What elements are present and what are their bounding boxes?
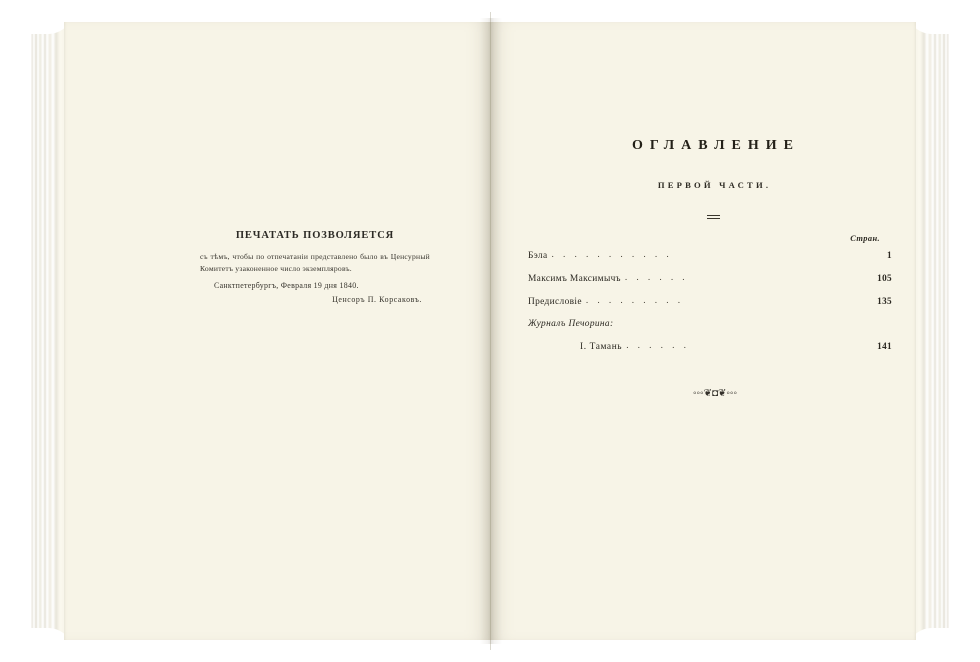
toc-title: ОГЛАВЛЕНИЕ (632, 138, 800, 153)
toc-bottom-ornament: ◦◦◦❦◘❦◦◦◦ (692, 388, 738, 399)
right-page-edge-stack (912, 8, 952, 654)
table-of-contents (528, 138, 898, 399)
place-and-date-line: Санктпетербургъ, Февраля 19 дня 1840. (214, 280, 359, 290)
left-page (64, 22, 490, 640)
toc-section-heading (528, 319, 898, 329)
toc-entry-page: 135 (877, 296, 892, 306)
toc-divider-ornament (528, 212, 898, 216)
permission-to-print-heading: ПЕЧАТАТЬ ПОЗВОЛЯЕТСЯ (235, 230, 395, 241)
toc-sub-entry[interactable] (528, 341, 898, 352)
censorship-body-text: съ тѣмъ, чтобы по отпечатаніи представлено было въ Ценсурный Комитетъ узаконенное число экземпляровъ. (200, 252, 430, 274)
toc-page-column-header: Стран. (850, 234, 880, 243)
toc-entry-leader: . . . . . . (626, 341, 690, 351)
toc-entry-page: 105 (877, 273, 892, 283)
toc-entry-page: 1 (887, 250, 892, 260)
toc-entry-label: Максимъ Максимычъ (528, 274, 621, 284)
toc-entry-page: 141 (877, 341, 892, 351)
toc-section-label: Журналъ Печорина: (528, 319, 614, 329)
open-book-spread (28, 8, 952, 654)
imprimatur-block (200, 230, 430, 304)
toc-entry-label: Бэла (528, 251, 548, 261)
toc-entry-leader: . . . . . . (624, 273, 689, 283)
left-page-edge-stack (28, 8, 68, 654)
toc-entry-leader: . . . . . . . . . . . (551, 250, 673, 260)
toc-entry[interactable] (528, 250, 898, 261)
toc-entry[interactable] (528, 273, 898, 284)
toc-entry-label: Предисловіе (528, 297, 582, 307)
toc-entry-label: I. Тамань (580, 342, 623, 352)
censor-signature-line: Ценсоръ П. Корсаковъ. (332, 294, 422, 304)
toc-subtitle: ПЕРВОЙ ЧАСТИ. (657, 180, 772, 190)
toc-entry-leader: . . . . . . . . . (585, 296, 684, 306)
toc-entry[interactable] (528, 296, 898, 307)
toc-entry-list (528, 250, 898, 352)
